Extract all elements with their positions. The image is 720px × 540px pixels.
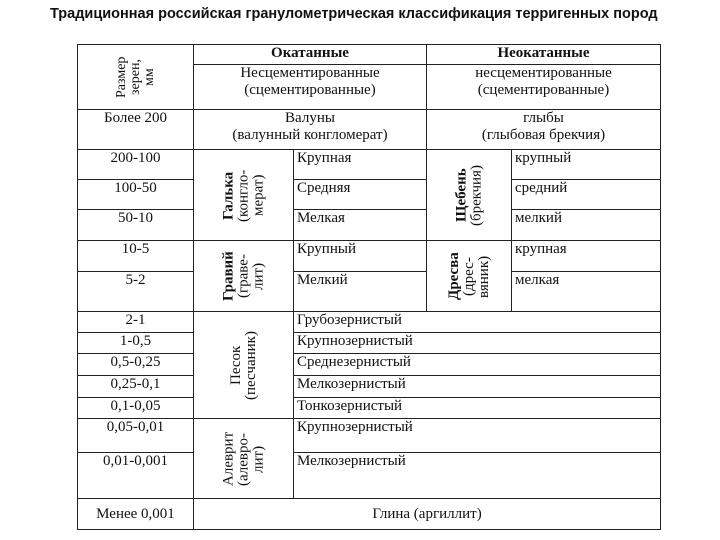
rounded-cell: Валуны (валунный конгломерат) <box>194 110 427 150</box>
size-cell: Менее 0,001 <box>78 499 194 530</box>
group-label-sand: Песок (песчаник) <box>194 312 294 419</box>
angular-cell: глыбы (глыбовая брекчия) <box>427 110 661 150</box>
type-cell: Крупнозернистый <box>294 333 661 354</box>
size-cell: 2-1 <box>78 312 194 333</box>
header-row <box>78 45 661 65</box>
size-cell: 0,01-0,001 <box>78 453 194 499</box>
table-row <box>78 499 661 530</box>
type-cell: Крупнозернистый <box>294 419 661 453</box>
size-cell: 0,25-0,1 <box>78 376 194 398</box>
classification-table <box>77 44 661 530</box>
size-cell: 0,05-0,01 <box>78 419 194 453</box>
rounded-header: Окатанные <box>194 45 427 65</box>
type-cell: Тонкозернистый <box>294 398 661 419</box>
angular-cell: крупный <box>512 150 661 180</box>
size-cell: 100-50 <box>78 180 194 210</box>
angular-cell: средний <box>512 180 661 210</box>
rounded-subheader: Несцементированные (сцементированные) <box>194 65 427 110</box>
angular-subheader: несцементированные (сцементированные) <box>427 65 661 110</box>
group-label-gravel: Гравий (граве- лит) <box>194 241 294 312</box>
size-cell: 0,1-0,05 <box>78 398 194 419</box>
rounded-cell: Мелкий <box>294 272 427 312</box>
table-row <box>78 376 661 398</box>
angular-cell: мелкий <box>512 210 661 241</box>
size-cell: 5-2 <box>78 272 194 312</box>
type-cell: Среднезернистый <box>294 354 661 376</box>
size-header: Размер зерен, мм <box>78 45 194 110</box>
size-cell: 200-100 <box>78 150 194 180</box>
size-cell: 1-0,5 <box>78 333 194 354</box>
group-label-silt: Алеврит (алевро- лит) <box>194 419 294 499</box>
angular-header: Неокатанные <box>427 45 661 65</box>
table-row <box>78 312 661 333</box>
type-cell: Мелкозернистый <box>294 376 661 398</box>
rounded-cell: Средняя <box>294 180 427 210</box>
table-row <box>78 333 661 354</box>
rounded-cell: Крупная <box>294 150 427 180</box>
type-cell: Грубозернистый <box>294 312 661 333</box>
table-row <box>78 419 661 453</box>
table-row <box>78 150 661 180</box>
table-row <box>78 453 661 499</box>
clay-cell: Глина (аргиллит) <box>194 499 661 530</box>
type-cell: Мелкозернистый <box>294 453 661 499</box>
size-cell: Более 200 <box>78 110 194 150</box>
table-row <box>78 272 661 312</box>
rounded-cell: Крупный <box>294 241 427 272</box>
table-row <box>78 241 661 272</box>
rounded-cell: Мелкая <box>294 210 427 241</box>
size-cell: 50-10 <box>78 210 194 241</box>
group-label-grus: Дресва (дрес- вяник) <box>427 241 512 312</box>
size-cell: 10-5 <box>78 241 194 272</box>
angular-cell: крупная <box>512 241 661 272</box>
table-row <box>78 354 661 376</box>
page-title: Традиционная российская гранулометрическая классификация терригенных пород <box>50 6 658 22</box>
size-cell: 0,5-0,25 <box>78 354 194 376</box>
group-label-pebbles: Галька (конгло- мерат) <box>194 150 294 241</box>
angular-cell: мелкая <box>512 272 661 312</box>
table-row <box>78 210 661 241</box>
table-row <box>78 180 661 210</box>
table-row <box>78 110 661 150</box>
table-row <box>78 398 661 419</box>
group-label-rubble: Щебень (брекчия) <box>427 150 512 241</box>
